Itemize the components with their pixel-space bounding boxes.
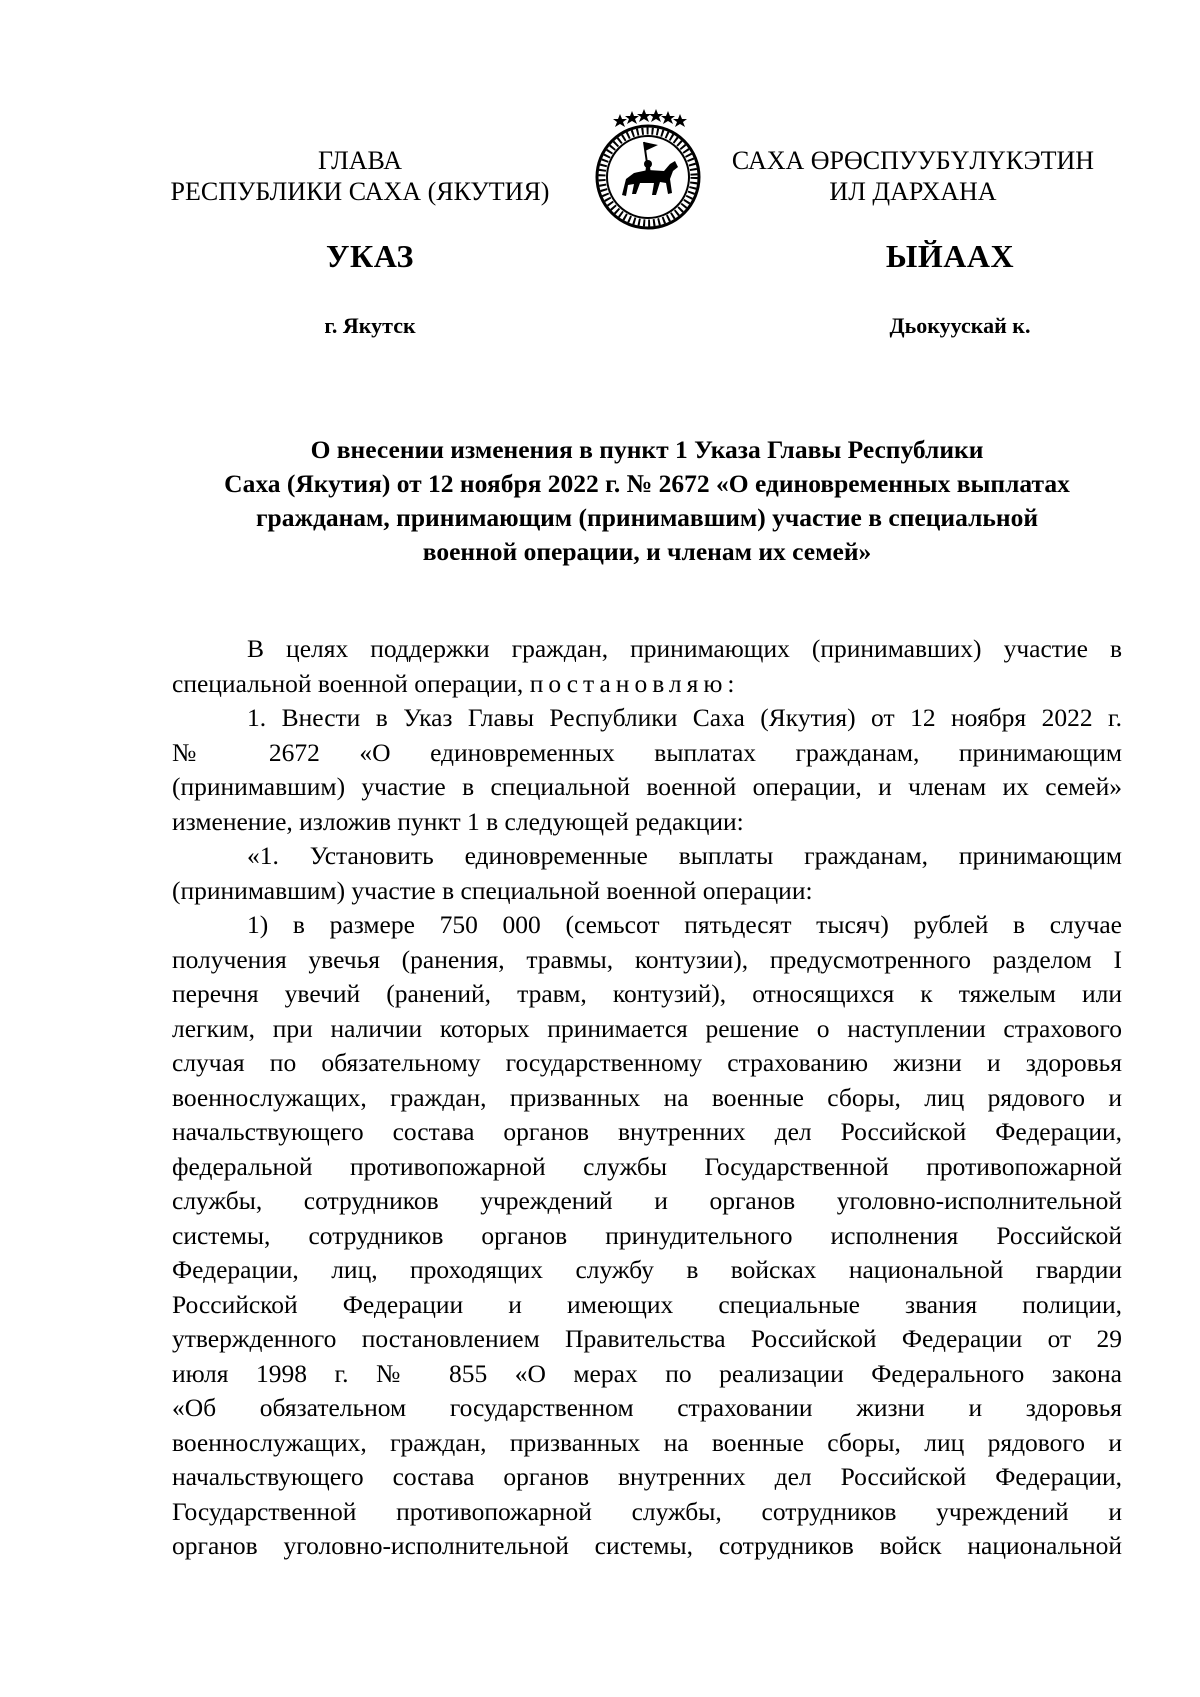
body-line: Российской Федерации и имеющих специальные звания полиции, bbox=[172, 1289, 1122, 1319]
header-left bbox=[150, 145, 570, 207]
body-line: федеральной противопожарной службы Государственной противопожарной bbox=[172, 1151, 1122, 1181]
body-line-text: специальной военной операции, bbox=[172, 668, 530, 698]
body-line: случая по обязательному государственному страхованию жизни и здоровья bbox=[172, 1048, 1122, 1077]
body-line bbox=[172, 667, 1122, 702]
resolve-word: постановляю: bbox=[529, 668, 740, 698]
body-line: «Об обязательном государственном страховании жизни и здоровья bbox=[172, 1393, 1122, 1422]
header-left-subtitle: РЕСПУБЛИКИ САХА (ЯКУТИЯ) bbox=[170, 177, 550, 206]
header-right-title: САХА ӨРӨСПУУБҮЛҮКЭТИН bbox=[731, 146, 1095, 175]
body-line: 1. Внести в Указ Главы Республики Саха (Якутия) от 12 ноября 2022 г. bbox=[247, 703, 1122, 732]
body-line: Государственной противопожарной службы, сотрудников учреждений и bbox=[172, 1496, 1122, 1526]
body-line: военнослужащих, граждан, призванных на военные сборы, лиц рядового и bbox=[172, 1427, 1122, 1457]
body-line: (принимавшим) участие в специальной военной операции, и членам их семей» bbox=[172, 772, 1122, 801]
body-line: (принимавшим) участие в специальной военной операции: bbox=[172, 875, 813, 905]
body-line: органов уголовно-исполнительной системы, сотрудников войск национальной bbox=[172, 1531, 1122, 1560]
doc-type-russian: УКАЗ bbox=[326, 238, 414, 274]
header-right-subtitle: ИЛ ДАРХАНА bbox=[829, 177, 997, 206]
body-line: Федерации, лиц, проходящих службу в войсках национальной гвардии bbox=[172, 1255, 1122, 1284]
body-line: перечня увечий (ранений, травм, контузий), относящихся к тяжелым или bbox=[172, 979, 1122, 1008]
body-line: начальствующего состава органов внутренних дел Российской Федерации, bbox=[172, 1462, 1122, 1491]
body-line: легким, при наличии которых принимается решение о наступлении страхового bbox=[172, 1013, 1122, 1043]
city-russian: г. Якутск bbox=[324, 313, 416, 338]
doc-type-yakut: ЫЙААХ bbox=[885, 238, 1015, 274]
coat-of-arms-emblem bbox=[578, 107, 718, 232]
header-left-title: ГЛАВА bbox=[318, 146, 402, 175]
title-line: гражданам, принимающим (принимавшим) участие в специальной bbox=[255, 503, 1039, 532]
body-line: утвержденного постановлением Правительства Российской Федерации от 29 bbox=[172, 1324, 1122, 1353]
body-line: 1) в размере 750 000 (семьсот пятьдесят тысяч) рублей в случае bbox=[247, 910, 1122, 939]
body-line: военнослужащих, граждан, призванных на военные сборы, лиц рядового и bbox=[172, 1082, 1122, 1112]
body-line: изменение, изложив пункт 1 в следующей редакции: bbox=[172, 806, 744, 836]
title-line: О внесении изменения в пункт 1 Указа Главы Республики bbox=[310, 435, 984, 464]
title-line: военной операции, и членам их семей» bbox=[422, 537, 872, 566]
body-line: В целях поддержки граждан, принимающих (принимавших) участие в bbox=[247, 634, 1122, 663]
header-right bbox=[718, 145, 1108, 207]
decree-title bbox=[172, 433, 1122, 569]
body-line: № 2672 «О единовременных выплатах гражданам, принимающим bbox=[172, 737, 1122, 767]
body-line: системы, сотрудников органов принудительного исполнения Российской bbox=[172, 1220, 1122, 1250]
body-line: получения увечья (ранения, травмы, контузии), предусмотренного разделом I bbox=[172, 944, 1122, 974]
body-line: июля 1998 г. № 855 «О мерах по реализации Федерального закона bbox=[172, 1358, 1122, 1388]
body-line: службы, сотрудников учреждений и органов уголовно-исполнительной bbox=[172, 1186, 1122, 1215]
body-line: «1. Установить единовременные выплаты гражданам, принимающим bbox=[247, 841, 1122, 870]
decree-body bbox=[172, 632, 1122, 1564]
body-line: начальствующего состава органов внутренних дел Российской Федерации, bbox=[172, 1117, 1122, 1146]
city-yakut: Дьокуускай к. bbox=[889, 313, 1031, 338]
title-line: Саха (Якутия) от 12 ноября 2022 г. № 2672 «О единовременных выплатах bbox=[224, 469, 1070, 498]
